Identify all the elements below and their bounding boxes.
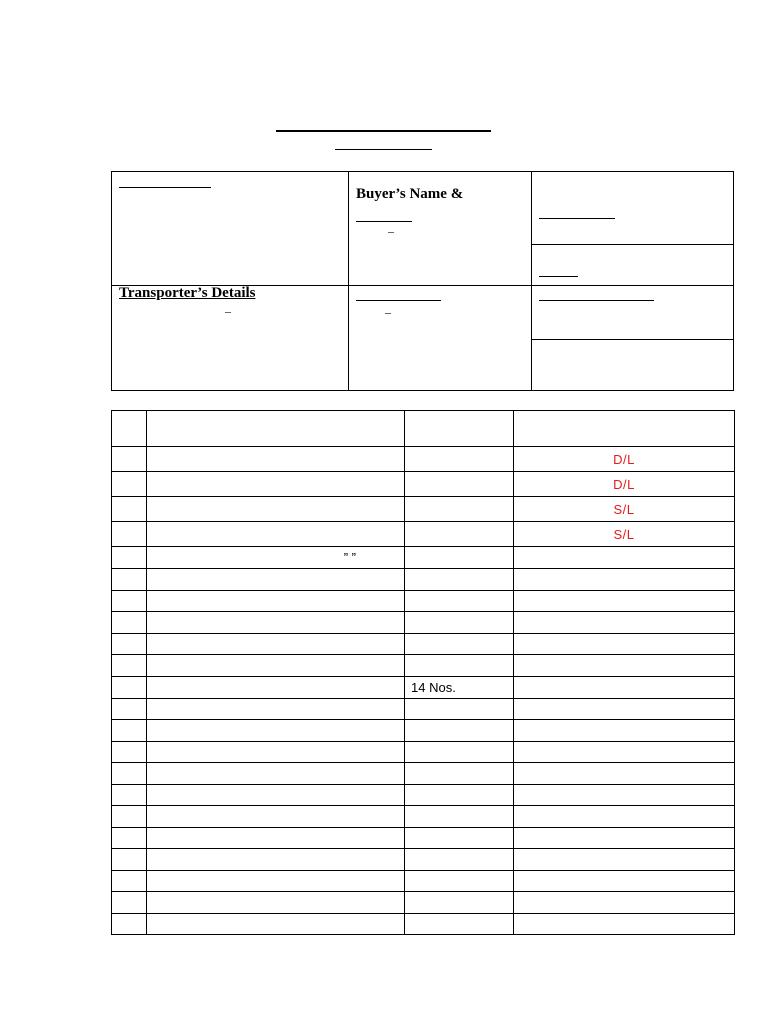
remark-cell	[514, 914, 735, 935]
quantity-cell	[405, 411, 514, 447]
remark-cell: D/L	[514, 472, 735, 497]
header-grid	[111, 171, 734, 391]
serial-cell	[112, 806, 147, 828]
title-underline	[276, 130, 491, 132]
table-row	[112, 892, 735, 914]
table-row	[112, 655, 735, 677]
remark-cell: D/L	[514, 447, 735, 472]
description-cell	[147, 472, 405, 497]
serial-cell	[112, 472, 147, 497]
table-row	[112, 720, 735, 742]
remark-cell	[514, 411, 735, 447]
transporter-dash-mark: –	[225, 304, 231, 318]
serial-cell	[112, 591, 147, 612]
description-cell	[147, 655, 405, 677]
serial-cell	[112, 785, 147, 806]
remark-cell	[514, 849, 735, 871]
remark-cell	[514, 655, 735, 677]
remark-cell	[514, 742, 735, 763]
quantity-cell	[405, 785, 514, 806]
quantity-cell	[405, 892, 514, 914]
quantity-cell	[405, 522, 514, 547]
serial-cell	[112, 612, 147, 634]
serial-cell	[112, 497, 147, 522]
table-row	[112, 547, 735, 569]
serial-cell	[112, 677, 147, 699]
serial-cell	[112, 763, 147, 785]
remark-cell	[514, 699, 735, 720]
quantity-cell	[405, 655, 514, 677]
table-row	[112, 634, 735, 655]
serial-cell	[112, 569, 147, 591]
remark-cell	[514, 871, 735, 892]
description-cell	[147, 411, 405, 447]
table-row	[112, 447, 735, 472]
quantity-cell	[405, 699, 514, 720]
serial-cell	[112, 547, 147, 569]
serial-cell	[112, 892, 147, 914]
remark-cell	[514, 591, 735, 612]
table-row	[112, 806, 735, 828]
remark-cell	[514, 720, 735, 742]
serial-cell	[112, 849, 147, 871]
remark-cell	[514, 763, 735, 785]
table-row	[112, 522, 735, 547]
buyer-field-underline	[356, 221, 412, 222]
table-row	[112, 569, 735, 591]
quantity-cell	[405, 591, 514, 612]
description-cell	[147, 497, 405, 522]
remark-cell: S/L	[514, 497, 735, 522]
table-row	[112, 497, 735, 522]
quantity-cell	[405, 720, 514, 742]
serial-cell	[112, 411, 147, 447]
description-cell	[147, 612, 405, 634]
quantity-cell	[405, 634, 514, 655]
table-row	[112, 411, 735, 447]
header-divider-1	[348, 171, 349, 391]
transporter-details-label: Transporter’s Details	[119, 285, 256, 301]
remark-cell	[514, 634, 735, 655]
quantity-cell	[405, 871, 514, 892]
table-row	[112, 785, 735, 806]
remark-cell	[514, 677, 735, 699]
serial-cell	[112, 914, 147, 935]
remark-cell	[514, 806, 735, 828]
description-cell	[147, 849, 405, 871]
quantity-cell	[405, 828, 514, 849]
description-cell	[147, 806, 405, 828]
serial-cell	[112, 720, 147, 742]
serial-cell	[112, 634, 147, 655]
serial-cell	[112, 655, 147, 677]
description-cell	[147, 677, 405, 699]
description-cell	[147, 634, 405, 655]
items-table	[111, 410, 735, 935]
header-right-divider-top	[531, 244, 734, 245]
description-cell	[147, 892, 405, 914]
serial-cell	[112, 742, 147, 763]
table-row	[112, 914, 735, 935]
header-divider-2	[531, 171, 532, 391]
quantity-cell	[405, 612, 514, 634]
table-row	[112, 612, 735, 634]
quantity-cell	[405, 447, 514, 472]
description-cell	[147, 591, 405, 612]
order-field-underline	[539, 300, 654, 301]
description-cell	[147, 742, 405, 763]
description-cell	[147, 871, 405, 892]
description-cell	[147, 785, 405, 806]
quantity-cell	[405, 472, 514, 497]
quantity-cell	[405, 742, 514, 763]
buyer-name-label: Buyer’s Name &	[356, 186, 464, 202]
description-cell	[147, 914, 405, 935]
consignee-dash-mark: –	[385, 305, 391, 319]
table-row	[112, 677, 735, 699]
table-row	[112, 472, 735, 497]
seller-field-underline	[119, 187, 211, 188]
remark-cell	[514, 892, 735, 914]
serial-cell	[112, 522, 147, 547]
table-row	[112, 849, 735, 871]
quantity-cell	[405, 849, 514, 871]
table-row	[112, 763, 735, 785]
table-row	[112, 742, 735, 763]
remark-cell	[514, 828, 735, 849]
quantity-cell	[405, 497, 514, 522]
remark-cell: S/L	[514, 522, 735, 547]
quantity-cell	[405, 569, 514, 591]
quantity-cell	[405, 763, 514, 785]
description-cell	[147, 699, 405, 720]
description-cell	[147, 522, 405, 547]
quantity-cell	[405, 914, 514, 935]
consignee-field-underline	[356, 300, 441, 301]
quantity-cell	[405, 806, 514, 828]
description-cell	[147, 720, 405, 742]
buyer-dash-mark: –	[388, 224, 394, 238]
serial-cell	[112, 699, 147, 720]
date-field-underline	[539, 276, 578, 277]
table-row	[112, 699, 735, 720]
subtitle-underline	[335, 149, 432, 150]
table-row	[112, 591, 735, 612]
quantity-cell	[405, 547, 514, 569]
description-cell	[147, 828, 405, 849]
invoice-field-underline	[539, 218, 615, 219]
header-right-divider-bottom	[531, 339, 734, 340]
description-cell	[147, 447, 405, 472]
description-cell	[147, 763, 405, 785]
serial-cell	[112, 871, 147, 892]
table-row	[112, 871, 735, 892]
remark-cell	[514, 612, 735, 634]
serial-cell	[112, 447, 147, 472]
description-cell	[147, 569, 405, 591]
quantity-cell: 14 Nos.	[405, 677, 514, 699]
description-cell: ” ”	[147, 547, 405, 569]
remark-cell	[514, 569, 735, 591]
remark-cell	[514, 785, 735, 806]
table-row	[112, 828, 735, 849]
remark-cell	[514, 547, 735, 569]
serial-cell	[112, 828, 147, 849]
items-table-body	[112, 411, 735, 935]
